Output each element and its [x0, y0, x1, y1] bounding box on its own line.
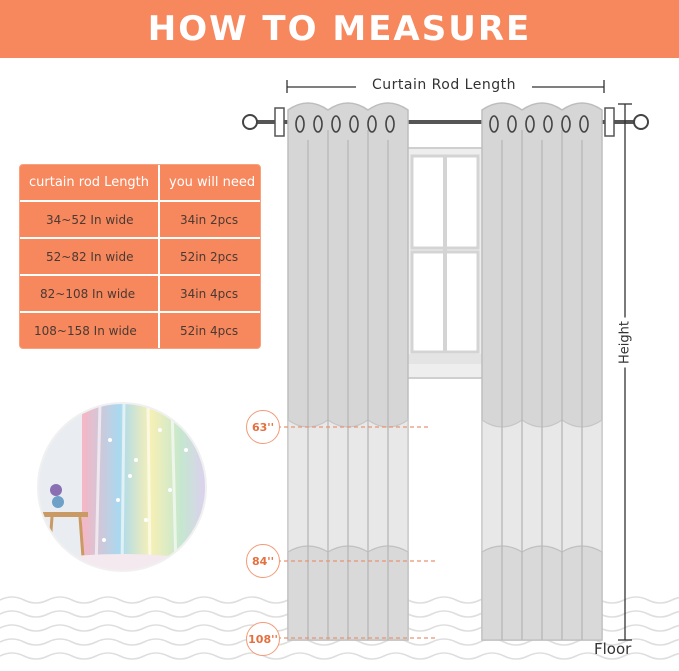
table-row [20, 238, 260, 275]
panel-need-cell: 34in 4pcs [159, 275, 260, 312]
size-table [19, 164, 261, 349]
floor-label: Floor [594, 640, 632, 658]
column-header-you-will-need: you will need [159, 165, 260, 201]
height-label: Height [618, 318, 633, 368]
column-header-rod-length: curtain rod Length [20, 165, 159, 201]
window-frame [400, 148, 490, 378]
rod-size-cell: 108~158 In wide [20, 312, 159, 348]
left-curtain-panel [288, 103, 408, 640]
length-marker-108: 108'' [246, 622, 280, 656]
page-title: HOW TO MEASURE [147, 9, 532, 49]
table-row [20, 275, 260, 312]
rod-length-label: Curtain Rod Length [372, 77, 516, 93]
rod-size-cell: 52~82 In wide [20, 238, 159, 275]
panel-need-cell: 52in 4pcs [180, 323, 239, 338]
table-row [20, 312, 260, 348]
rod-size-cell: 82~108 In wide [20, 275, 159, 312]
height-dimension [618, 104, 632, 640]
length-marker-84: 84'' [246, 544, 280, 578]
rod-size-cell: 34~52 In wide [20, 201, 159, 238]
table-row [20, 201, 260, 238]
table-header-row [20, 165, 260, 201]
panel-need-cell: 34in 2pcs [159, 201, 260, 238]
right-curtain-panel [482, 103, 602, 640]
length-marker-63: 63'' [246, 410, 280, 444]
panel-need-cell: 52in 2pcs [159, 238, 260, 275]
